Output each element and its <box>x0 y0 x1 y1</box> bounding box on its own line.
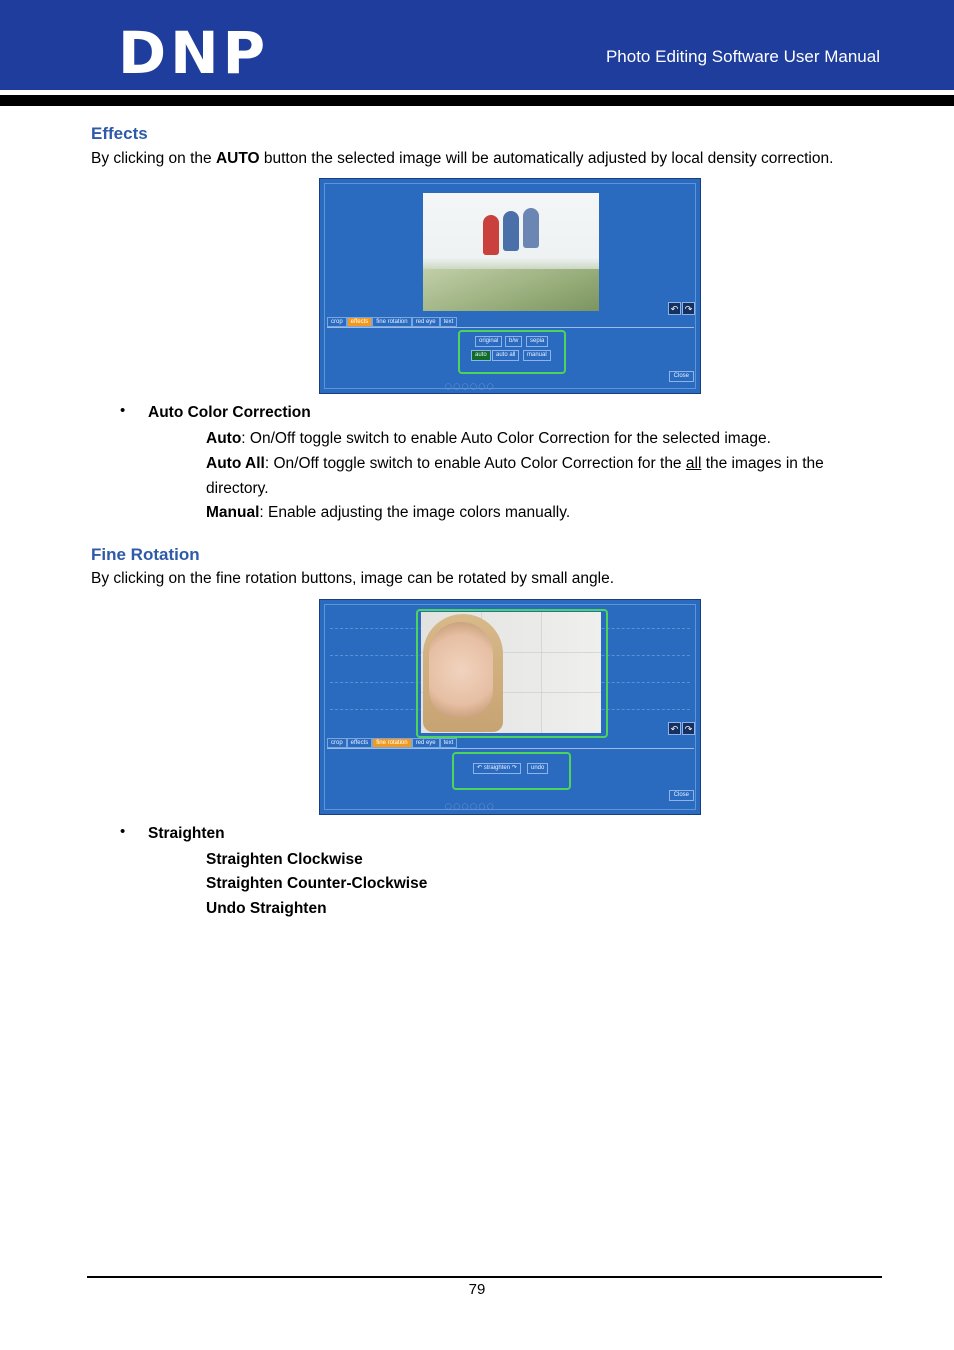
header-divider-thin <box>0 90 954 92</box>
straighten-title: Straighten <box>148 825 225 842</box>
tab-red-eye[interactable]: red eye <box>412 317 440 327</box>
undo-straighten: Undo Straighten <box>206 900 327 917</box>
photo-grass <box>423 269 599 311</box>
document-title: Photo Editing Software User Manual <box>605 47 880 66</box>
editor-tabs <box>327 738 457 748</box>
effects-heading: Effects <box>91 124 148 143</box>
fine-rotation-intro: By clicking on the fine rotation buttons, image can be rotated by small angle. <box>91 570 614 587</box>
editor-tabs <box>327 317 457 327</box>
footer-divider <box>87 1276 882 1278</box>
original-button[interactable]: original <box>475 336 502 347</box>
tab-underline <box>327 327 694 328</box>
manual-button[interactable]: manual <box>523 350 551 361</box>
effects-intro: By clicking on the AUTO button the selected image will be automatically adjusted by local density correction. <box>91 150 834 167</box>
sepia-button[interactable]: sepia <box>526 336 548 347</box>
preview-photo-girl-portrait <box>421 612 601 733</box>
dnp-logo: DNP <box>118 19 270 87</box>
photo-child-3 <box>523 208 539 248</box>
tab-red-eye[interactable]: red eye <box>412 738 440 748</box>
auto-desc: Auto: On/Off toggle switch to enable Auto Color Correction for the selected image. <box>206 430 771 447</box>
close-button[interactable]: Close <box>669 371 694 382</box>
rotate-left-icon[interactable]: ↶ <box>668 722 681 735</box>
preview-photo-children-running <box>423 193 599 311</box>
tab-effects[interactable]: effects <box>347 738 373 748</box>
bullet-icon: • <box>120 402 126 419</box>
header-divider-thick <box>0 95 954 106</box>
undo-button[interactable]: undo <box>527 763 548 774</box>
manual-desc: Manual: Enable adjusting the image colors manually. <box>206 504 571 521</box>
bullet-icon: • <box>120 823 126 840</box>
rotate-left-icon[interactable]: ↶ <box>668 302 681 315</box>
tab-underline <box>327 748 694 749</box>
straighten-counter-clockwise: Straighten Counter-Clockwise <box>206 875 428 892</box>
tab-text[interactable]: text <box>440 317 458 327</box>
tab-fine-rotation[interactable]: fine rotation <box>372 317 411 327</box>
rotate-buttons <box>668 722 696 736</box>
auto-button[interactable]: auto <box>471 350 491 361</box>
bottom-nav-icons: ◯ ◯ ◯ ◯ ◯ ◯ <box>445 384 494 390</box>
straighten-button[interactable]: ↶ straighten ↷ <box>473 763 521 774</box>
photo-face <box>429 622 493 718</box>
fine-rotation-heading: Fine Rotation <box>91 545 200 564</box>
photo-child-2 <box>503 211 519 251</box>
fine-rotation-screenshot <box>319 599 701 815</box>
tab-fine-rotation[interactable]: fine rotation <box>372 738 411 748</box>
page-number: 79 <box>468 1281 486 1298</box>
page-header <box>0 0 954 90</box>
auto-all-desc: Auto All: On/Off toggle switch to enable Auto Color Correction for the all the images in the directory. <box>206 455 824 497</box>
rotate-buttons <box>668 302 696 316</box>
bw-button[interactable]: b/w <box>505 336 522 347</box>
rotate-right-icon[interactable]: ↷ <box>682 302 695 315</box>
photo-child-1 <box>483 215 499 255</box>
auto-all-button[interactable]: auto all <box>492 350 519 361</box>
tab-effects[interactable]: effects <box>347 317 373 327</box>
rotate-right-icon[interactable]: ↷ <box>682 722 695 735</box>
tab-crop[interactable]: crop <box>327 738 347 748</box>
tab-crop[interactable]: crop <box>327 317 347 327</box>
auto-color-correction-title: Auto Color Correction <box>148 404 311 421</box>
bottom-nav-icons: ◯ ◯ ◯ ◯ ◯ ◯ <box>445 804 494 810</box>
close-button[interactable]: Close <box>669 790 694 801</box>
straighten-clockwise: Straighten Clockwise <box>206 851 363 868</box>
grid-line <box>541 612 542 733</box>
tab-text[interactable]: text <box>440 738 458 748</box>
effects-screenshot <box>319 178 701 394</box>
